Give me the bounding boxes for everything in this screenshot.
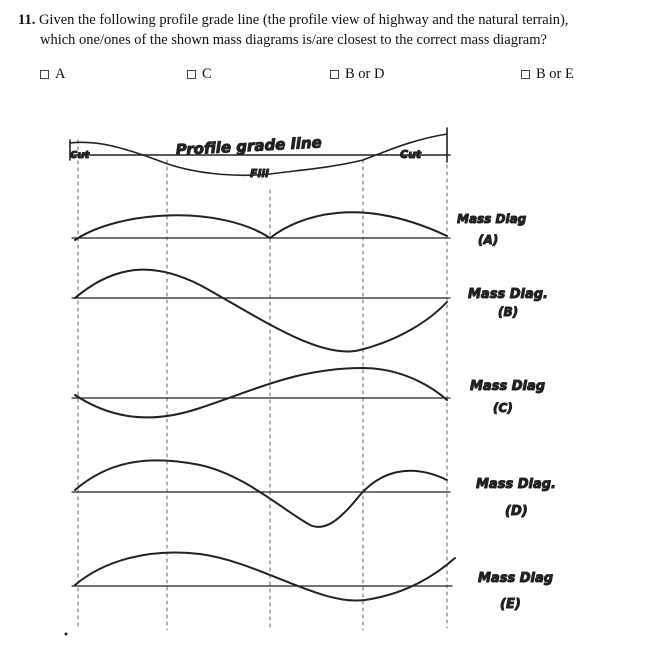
mass-diagram-b: [72, 270, 450, 352]
mass-diagram-c: [72, 368, 450, 417]
mass-diagram-d: [72, 460, 450, 527]
mass-diag-d-label: (D): [505, 504, 528, 519]
mass-diag-e-title: Mass Diag: [478, 571, 554, 586]
mass-diag-d-title: Mass Diag.: [476, 477, 556, 492]
mass-diagram-e: [72, 552, 455, 600]
question-line-2: which one/ones of the shown mass diagrams is/are closest to the correct mass diagram?: [40, 32, 547, 48]
guide-lines: [78, 130, 447, 630]
question-line-1: Given the following profile grade line (the profile view of highway and the natural terrain),: [38, 12, 569, 28]
option-a-label: A: [55, 66, 66, 82]
mass-diag-e-label: (E): [500, 597, 521, 612]
mass-diag-c-label: (C): [493, 401, 513, 415]
mass-diag-a-label: (A): [478, 233, 499, 247]
profile-title: Profile grade line: [175, 133, 323, 159]
cut-left-label: Cut: [70, 150, 90, 161]
mass-diag-c-title: Mass Diag: [470, 379, 546, 394]
option-c-label: C: [202, 66, 212, 82]
option-b-or-d-label: B or D: [345, 66, 385, 82]
question-number: 11.: [18, 12, 36, 28]
stray-dot: [65, 633, 68, 636]
cut-right-label: Cut: [400, 148, 422, 161]
curve-b: [75, 270, 447, 352]
mass-diag-b-label: (B): [498, 305, 519, 319]
curve-a: [75, 212, 447, 240]
option-b-or-e-label: B or E: [536, 66, 574, 82]
curve-d: [75, 460, 447, 527]
fill-label: Fill: [250, 167, 269, 180]
mass-diag-a-title: Mass Diag: [457, 212, 527, 226]
curve-e: [75, 552, 455, 600]
mass-diagram-a: [72, 212, 450, 240]
curve-c: [75, 368, 447, 417]
mass-diag-b-title: Mass Diag.: [468, 287, 548, 302]
